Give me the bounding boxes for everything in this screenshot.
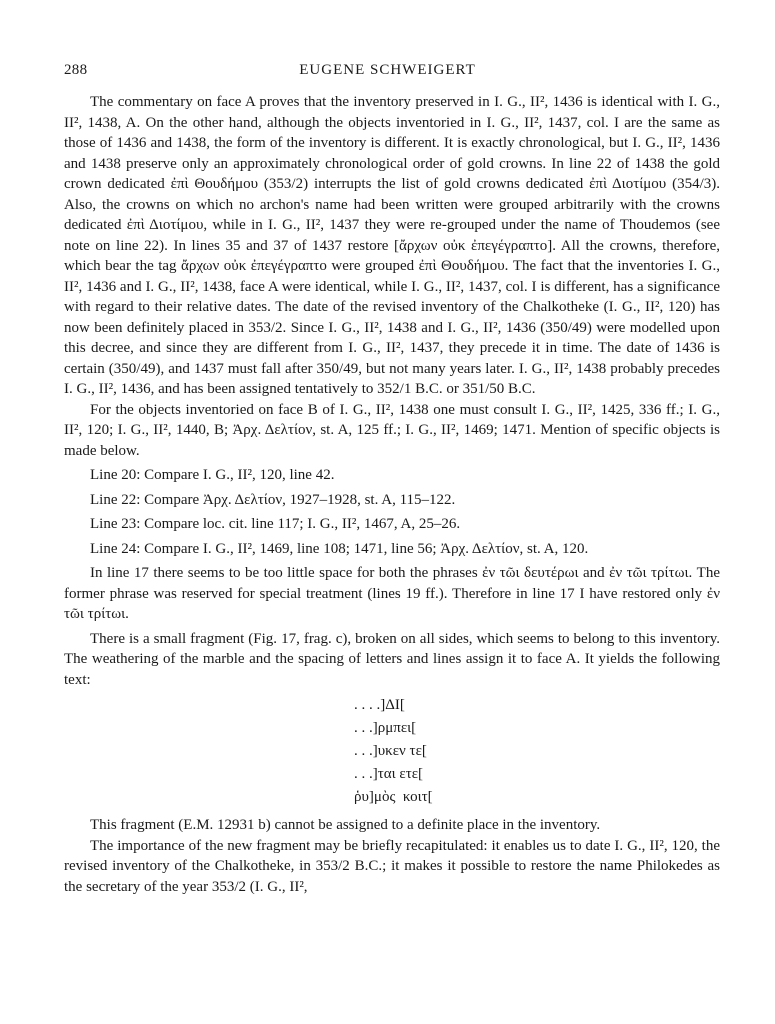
fragment-line: . . . .]ΔΙ[	[354, 697, 405, 713]
running-head	[64, 62, 711, 84]
running-head-author: EUGENE SCHWEIGERT	[299, 62, 476, 78]
fragment-text	[64, 694, 720, 809]
line-note-24: Line 24: Compare I. G., II², 1469, line 108; 1471, line 56; Ἀρχ. Δελτίον, st. A, 120.	[90, 540, 589, 557]
fragment-line: . . .]ρμπει[	[354, 720, 417, 736]
paragraph-fragment-placement: This fragment (E.M. 12931 b) cannot be assigned to a definite place in the inventory.	[90, 817, 601, 833]
body-text	[64, 92, 720, 897]
paragraph-small-fragment: There is a small fragment (Fig. 17, frag. c), broken on all sides, which seems to belong to this inventory. The weathering of the marble and the spacing of letters and lines assign it to face A. It yields the following text:	[64, 630, 720, 688]
fragment-line: ῥυ]μὸς κοιτ[	[354, 789, 433, 805]
paragraph-importance: The importance of the new fragment may be briefly recapitulated: it enables us to date I. G., II², 120, the revised inventory of the Chalkotheke, in 353/2 B.C.; it makes it possible to restore the name Philokedes as the secretary of the year 353/2 (I. G., II²,	[64, 837, 720, 895]
paragraph-line-17: In line 17 there seems to be too little space for both the phrases ἐν τῶι δευτέρωι and ἐν τῶι τρίτωι. The former phrase was reserved for special treatment (lines 19 ff.). Therefore in line 17 I have restored only ἐν τῶι τρίτωι.	[64, 565, 720, 622]
page-number: 288	[64, 62, 88, 78]
line-note-22: Line 22: Compare Ἀρχ. Δελτίον, 1927–1928, st. A, 115–122.	[90, 491, 456, 508]
fragment-line: . . .]υκεν τε[	[354, 743, 427, 759]
line-note-23: Line 23: Compare loc. cit. line 117; I. G., II², 1467, A, 25–26.	[90, 516, 461, 532]
paragraph-commentary: The commentary on face A proves that the inventory preserved in I. G., II², 1436 is identical with I. G., II², 1438, A. On the other hand, although the objects inventoried in I. G., II², 1437, col. I are the same as those of 1436 and 1438, the form of the inventory is different. It is exactly chronological, but I. G., II², 1436 and 1438 preserve only an approximately chronological order of gold crowns. In line 22 of 1438 the gold crown dedicated ἐπὶ Θουδήμου (353/2) interrupts the list of gold crowns dedicated ἐπὶ Διοτίμου (354/3). Also, the crowns on which no archon's name had been written were grouped arbitrarily with the crowns dedicated ἐπὶ Διοτίμου, while in I. G., II², 1437 they were re-grouped under the name of Thoudemos (see note on line 22). In lines 35 and 37 of 1437 restore [ἄρχων οὐκ ἐπεγέγραπτο]. All the crowns, therefore, which bear the tag ἄρχων οὐκ ἐπεγέγραπτο were grouped ἐπὶ Θουδήμου. The fact that the inventories I. G., II², 1436 and I. G., II², 1438, face A were identical, while I. G., II², 1437, col. I is different, has a significance with regard to their relative dates. The date of the revised inventory of the Chalkotheke (I. G., II², 120) has now been definitely placed in 353/2. Since I. G., II², 1438 and I. G., II², 1436 (350/49) were modelled upon this decree, and since they are different from I. G., II², 1437, they precede it in time. The date of 1436 is certain (350/49), and 1437 must fall after 350/49, but not many years later. I. G., II², 1438 probably precedes I. G., II², 1436, and has been assigned tentatively to 352/1 B.C. or 351/50 B.C.	[64, 94, 720, 397]
fragment-line: . . .]ται ετε[	[354, 766, 424, 782]
paragraph-face-b: For the objects inventoried on face B of I. G., II², 1438 one must consult I. G., II², 1425, 336 ff.; I. G., II², 120; I. G., II², 1440, B; Ἀρχ. Δελτίον, st. A, 125 ff.; I. G., II², 1469; 1471. Mention of specific objects is made below.	[64, 401, 720, 459]
line-note-20: Line 20: Compare I. G., II², 120, line 42.	[90, 467, 335, 483]
